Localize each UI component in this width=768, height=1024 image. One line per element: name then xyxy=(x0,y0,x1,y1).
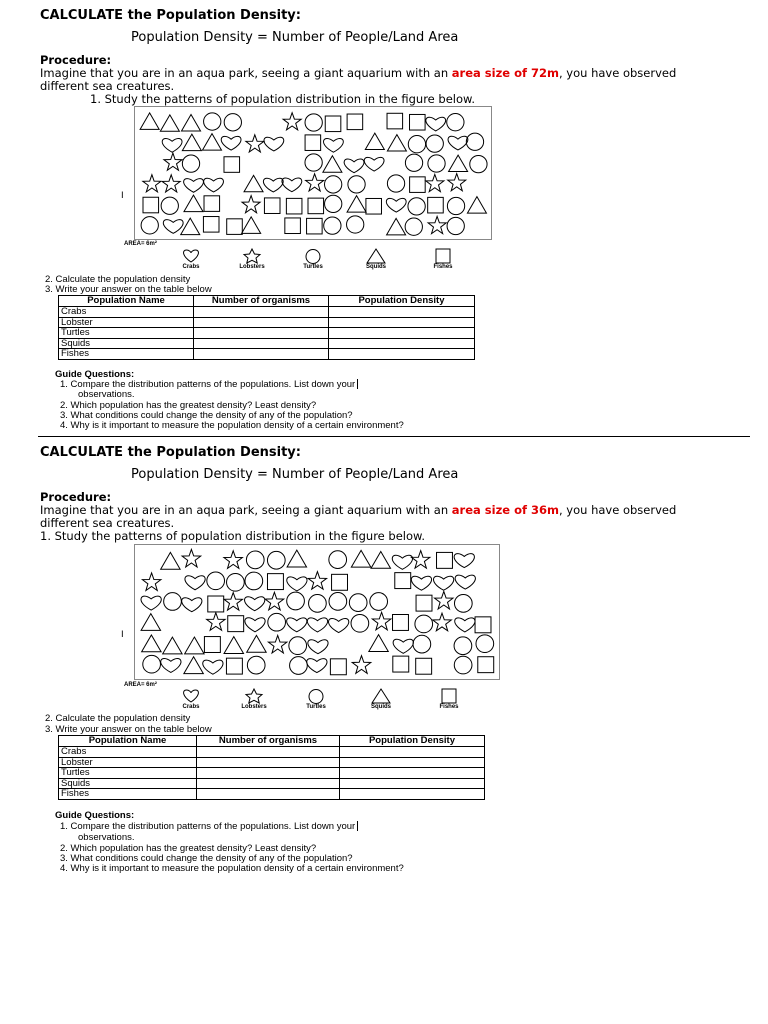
answer-cell[interactable] xyxy=(194,349,329,360)
formula: Population Density = Number of People/Land Area xyxy=(131,467,459,482)
turtle-circle-icon xyxy=(408,198,425,215)
crab-heart-icon xyxy=(329,619,349,633)
fish-square-icon xyxy=(224,157,240,173)
crab-heart-icon xyxy=(245,597,265,611)
squid-triangle-icon xyxy=(182,115,201,131)
crab-heart-icon xyxy=(203,660,223,674)
lobster-star-icon xyxy=(241,248,263,264)
turtle-circle-icon xyxy=(413,635,431,653)
lobster-star-icon xyxy=(283,113,301,130)
turtle-circle-icon xyxy=(204,113,221,130)
fish-square-icon xyxy=(366,198,382,214)
crab-heart-icon xyxy=(448,136,468,150)
procedure-label: Procedure: xyxy=(40,490,112,504)
intro-line-2: different sea creatures. xyxy=(40,516,175,530)
answer-cell[interactable] xyxy=(340,789,485,800)
question-1: 1. Compare the distribution patterns of the populations. List down your xyxy=(60,379,358,390)
crab-heart-icon xyxy=(221,136,241,150)
squid-triangle-icon xyxy=(182,134,201,150)
crab-heart-icon xyxy=(282,178,302,192)
turtle-circle-icon xyxy=(305,114,322,131)
row-label: Turtles xyxy=(59,328,194,339)
crab-heart-icon xyxy=(308,640,328,654)
fish-square-icon xyxy=(478,657,494,673)
fish-square-icon xyxy=(204,196,220,212)
table-row xyxy=(59,757,485,768)
squid-triangle-icon xyxy=(202,134,221,150)
turtle-circle-icon xyxy=(348,176,365,193)
squid-triangle-icon xyxy=(387,218,406,234)
table-row xyxy=(59,338,475,349)
turtle-circle-icon xyxy=(405,218,422,235)
lobster-star-icon xyxy=(372,612,391,630)
squid-triangle-icon xyxy=(323,156,342,172)
row-label: Squids xyxy=(59,338,194,349)
turtle-circle-icon xyxy=(325,176,342,193)
table-row xyxy=(59,768,485,779)
fish-square-icon xyxy=(332,574,348,590)
lobster-star-icon xyxy=(411,551,430,569)
turtle-circle-icon xyxy=(324,217,341,234)
answer-cell[interactable] xyxy=(340,778,485,789)
question-2: 2. Which population has the greatest density? Least density? xyxy=(60,400,317,411)
answer-cell[interactable] xyxy=(329,328,475,339)
answer-cell[interactable] xyxy=(194,338,329,349)
fish-square-icon xyxy=(410,177,426,193)
squid-triangle-icon xyxy=(371,551,390,568)
crab-heart-icon xyxy=(454,554,474,568)
squid-triangle-icon xyxy=(369,635,388,652)
fish-square-icon xyxy=(143,197,159,213)
fish-square-icon xyxy=(437,552,453,568)
lobster-star-icon xyxy=(306,174,324,191)
turtle-circle-icon xyxy=(454,637,472,655)
header-population-name: Population Name xyxy=(59,736,197,747)
fish-square-icon xyxy=(387,113,403,129)
step-3: 3. Write your answer on the table below xyxy=(45,724,212,735)
crab-heart-icon xyxy=(392,555,412,569)
fish-square-icon xyxy=(432,248,454,264)
lobster-star-icon xyxy=(308,572,327,590)
crab-heart-icon xyxy=(245,618,265,632)
answer-cell[interactable] xyxy=(194,317,329,328)
turtle-circle-icon xyxy=(143,655,161,673)
answer-cell[interactable] xyxy=(329,307,475,318)
answer-cell[interactable] xyxy=(197,768,340,779)
crab-heart-icon xyxy=(455,575,475,589)
answer-cell[interactable] xyxy=(197,757,340,768)
guide-questions-label: Guide Questions: xyxy=(55,810,135,821)
turtle-circle-icon xyxy=(408,136,425,153)
procedure-label: Procedure: xyxy=(40,53,112,67)
squid-triangle-icon xyxy=(185,637,204,654)
turtle-circle-icon xyxy=(470,156,487,173)
turtle-circle-icon xyxy=(224,114,241,131)
fish-square-icon xyxy=(307,218,323,234)
turtle-circle-icon xyxy=(245,572,263,590)
turtle-circle-icon xyxy=(305,154,322,171)
squid-triangle-icon xyxy=(244,175,263,191)
fish-square-icon xyxy=(393,656,409,672)
legend-fishes: Fishes xyxy=(429,688,469,710)
crab-heart-icon xyxy=(264,137,284,151)
fish-square-icon xyxy=(330,659,346,675)
fish-square-icon xyxy=(204,637,220,653)
legend-squids: Squids xyxy=(356,248,396,270)
legend-lobsters: Lobsters xyxy=(234,688,274,710)
squid-triangle-icon xyxy=(140,113,159,129)
squid-triangle-icon xyxy=(184,657,203,674)
question-4: 4. Why is it important to measure the population density of a certain environment? xyxy=(60,863,404,874)
table-header-row xyxy=(59,736,485,747)
lobster-star-icon xyxy=(182,549,201,567)
legend-turtles: Turtles xyxy=(296,688,336,710)
fish-square-icon xyxy=(203,217,219,233)
table-row xyxy=(59,747,485,758)
fish-square-icon xyxy=(347,114,363,130)
crab-heart-icon xyxy=(411,576,431,590)
row-label: Fishes xyxy=(59,349,194,360)
margin-mark: I xyxy=(121,190,124,201)
area-label: AREA= 6m² xyxy=(124,241,157,247)
step-2: 2. Calculate the population density xyxy=(45,713,191,724)
lobster-star-icon xyxy=(352,656,371,674)
squid-triangle-icon xyxy=(347,196,366,212)
fish-square-icon xyxy=(393,615,409,631)
turtle-circle-icon xyxy=(447,114,464,131)
turtle-circle-icon xyxy=(182,155,199,172)
squid-triangle-icon xyxy=(163,637,182,654)
lobster-star-icon xyxy=(448,174,466,191)
question-1: 1. Compare the distribution patterns of the populations. List down your xyxy=(60,821,358,832)
legend-crabs: Crabs xyxy=(171,688,211,710)
header-number-of-organisms: Number of organisms xyxy=(197,736,340,747)
turtle-circle-icon xyxy=(309,595,327,613)
fish-square-icon xyxy=(325,116,341,132)
crab-heart-icon xyxy=(180,688,202,704)
fish-square-icon xyxy=(226,658,242,674)
turtle-circle-icon xyxy=(267,551,285,569)
legend-squids: Squids xyxy=(361,688,401,710)
turtle-circle-icon xyxy=(428,155,445,172)
header-number-of-organisms: Number of organisms xyxy=(194,296,329,307)
crab-heart-icon xyxy=(455,618,475,632)
lobster-star-icon xyxy=(426,174,444,191)
population-figure xyxy=(134,106,492,240)
turtle-circle-icon xyxy=(387,175,404,192)
lobster-star-icon xyxy=(224,593,243,611)
squid-triangle-icon xyxy=(161,552,180,569)
turtle-circle-icon xyxy=(349,594,367,612)
turtle-circle-icon xyxy=(447,197,464,214)
fish-square-icon xyxy=(228,616,244,632)
crab-heart-icon xyxy=(434,576,454,590)
fish-square-icon xyxy=(285,218,301,234)
lobster-star-icon xyxy=(433,613,452,631)
question-2: 2. Which population has the greatest density? Least density? xyxy=(60,843,317,854)
squid-triangle-icon xyxy=(387,135,406,151)
fish-square-icon xyxy=(264,198,280,214)
crab-heart-icon xyxy=(307,659,327,673)
turtle-circle-icon xyxy=(454,595,472,613)
section-divider xyxy=(38,436,750,437)
step-2: 2. Calculate the population density xyxy=(45,274,191,285)
turtle-circle-icon xyxy=(351,614,369,632)
squid-triangle-icon xyxy=(142,635,161,652)
organism-scatter xyxy=(135,107,491,239)
legend-crabs: Crabs xyxy=(171,248,211,270)
row-label: Crabs xyxy=(59,307,194,318)
turtle-circle-icon xyxy=(405,154,422,171)
fish-square-icon xyxy=(475,617,491,633)
turtle-circle-icon xyxy=(466,133,483,150)
turtle-circle-icon xyxy=(370,593,388,611)
area-label: AREA= 6m² xyxy=(124,682,157,688)
row-label: Fishes xyxy=(59,789,197,800)
fish-square-icon xyxy=(305,135,321,151)
guide-questions-label: Guide Questions: xyxy=(55,369,135,380)
turtle-circle-icon xyxy=(454,656,472,674)
fish-square-icon xyxy=(428,197,444,213)
turtle-circle-icon xyxy=(305,688,327,704)
crab-heart-icon xyxy=(287,618,307,632)
row-label: Turtles xyxy=(59,768,197,779)
step-1: 1. Study the patterns of population distribution in the figure below. xyxy=(40,529,426,543)
turtle-circle-icon xyxy=(329,593,347,611)
squid-triangle-icon xyxy=(247,635,266,652)
fish-square-icon xyxy=(227,219,243,235)
crab-heart-icon xyxy=(163,220,183,234)
crab-heart-icon xyxy=(307,618,327,632)
turtle-circle-icon xyxy=(289,637,307,655)
row-label: Crabs xyxy=(59,747,197,758)
crab-heart-icon xyxy=(386,198,406,212)
intro-line-1: Imagine that you are in an aqua park, seeing a giant aquarium with an area size of 36m, you have observed xyxy=(40,503,677,517)
crab-heart-icon xyxy=(141,596,161,610)
answer-cell[interactable] xyxy=(197,789,340,800)
row-label: Lobster xyxy=(59,757,197,768)
squid-triangle-icon xyxy=(184,195,203,211)
turtle-circle-icon xyxy=(141,217,158,234)
fish-square-icon xyxy=(395,573,411,589)
header-population-density: Population Density xyxy=(329,296,475,307)
lobster-star-icon xyxy=(207,613,226,631)
turtle-circle-icon xyxy=(268,613,286,631)
margin-mark: I xyxy=(121,629,124,640)
formula: Population Density = Number of People/Land Area xyxy=(131,30,459,45)
crab-heart-icon xyxy=(162,138,182,152)
lobster-star-icon xyxy=(242,196,260,213)
density-table xyxy=(58,735,485,800)
fish-square-icon xyxy=(208,596,224,612)
crab-heart-icon xyxy=(182,598,202,612)
fish-square-icon xyxy=(267,574,283,590)
fish-square-icon xyxy=(410,114,426,130)
organism-scatter xyxy=(135,545,499,679)
crab-heart-icon xyxy=(287,577,307,591)
question-3: 3. What conditions could change the density of any of the population? xyxy=(60,410,353,421)
area-highlight: area size of 72m xyxy=(451,66,559,80)
turtle-circle-icon xyxy=(227,573,245,591)
turtle-circle-icon xyxy=(476,635,494,653)
text-cursor xyxy=(357,379,358,389)
crab-heart-icon xyxy=(364,157,384,171)
legend-lobsters: Lobsters xyxy=(232,248,272,270)
crab-heart-icon xyxy=(180,248,202,264)
answer-cell[interactable] xyxy=(329,338,475,349)
lobster-star-icon xyxy=(268,635,287,653)
turtle-circle-icon xyxy=(246,551,264,569)
squid-triangle-icon xyxy=(141,614,160,631)
squid-triangle-icon xyxy=(365,248,387,264)
crab-heart-icon xyxy=(324,138,344,152)
table-row xyxy=(59,789,485,800)
crab-heart-icon xyxy=(184,179,204,193)
turtle-circle-icon xyxy=(287,592,305,610)
crab-heart-icon xyxy=(204,178,224,192)
turtle-circle-icon xyxy=(161,197,178,214)
turtle-circle-icon xyxy=(426,135,443,152)
lobster-star-icon xyxy=(246,135,264,152)
squid-triangle-icon xyxy=(365,133,384,149)
section-title: CALCULATE the Population Density: xyxy=(40,8,301,23)
answer-cell[interactable] xyxy=(340,757,485,768)
turtle-circle-icon xyxy=(207,572,225,590)
population-figure xyxy=(134,544,500,680)
turtle-circle-icon xyxy=(447,217,464,234)
lobster-star-icon xyxy=(164,153,182,170)
question-4: 4. Why is it important to measure the population density of a certain environment? xyxy=(60,420,404,431)
fish-square-icon xyxy=(286,198,302,214)
question-1-cont: observations. xyxy=(78,832,135,843)
answer-cell[interactable] xyxy=(197,747,340,758)
intro-line-2: different sea creatures. xyxy=(40,79,175,93)
turtle-circle-icon xyxy=(347,216,364,233)
squid-triangle-icon xyxy=(370,688,392,704)
squid-triangle-icon xyxy=(224,637,243,654)
lobster-star-icon xyxy=(142,573,161,591)
turtle-circle-icon xyxy=(325,195,342,212)
table-row xyxy=(59,317,475,328)
lobster-star-icon xyxy=(265,592,284,610)
crab-heart-icon xyxy=(426,117,446,131)
turtle-circle-icon xyxy=(329,551,347,569)
table-row xyxy=(59,778,485,789)
legend-fishes: Fishes xyxy=(423,248,463,270)
lobster-star-icon xyxy=(243,688,265,704)
header-population-name: Population Name xyxy=(59,296,194,307)
squid-triangle-icon xyxy=(242,217,261,233)
text-cursor xyxy=(357,821,358,831)
table-row xyxy=(59,328,475,339)
crab-heart-icon xyxy=(393,639,413,653)
row-label: Squids xyxy=(59,778,197,789)
lobster-star-icon xyxy=(162,175,180,192)
header-population-density: Population Density xyxy=(340,736,485,747)
row-label: Lobster xyxy=(59,317,194,328)
answer-cell[interactable] xyxy=(340,747,485,758)
crab-heart-icon xyxy=(161,658,181,672)
lobster-star-icon xyxy=(428,216,446,233)
fish-square-icon xyxy=(438,688,460,704)
fish-square-icon xyxy=(308,198,324,214)
crab-heart-icon xyxy=(344,159,364,173)
squid-triangle-icon xyxy=(467,197,486,213)
turtle-circle-icon xyxy=(164,593,182,611)
answer-cell[interactable] xyxy=(329,317,475,328)
density-table xyxy=(58,295,475,360)
section-title: CALCULATE the Population Density: xyxy=(40,445,301,460)
turtle-circle-icon xyxy=(302,248,324,264)
question-1-cont: observations. xyxy=(78,389,135,400)
answer-cell[interactable] xyxy=(197,778,340,789)
turtle-circle-icon xyxy=(290,657,308,675)
turtle-circle-icon xyxy=(247,656,265,674)
lobster-star-icon xyxy=(143,175,161,192)
fish-square-icon xyxy=(416,595,432,611)
lobster-star-icon xyxy=(435,591,454,609)
answer-cell[interactable] xyxy=(340,768,485,779)
crab-heart-icon xyxy=(185,576,205,590)
squid-triangle-icon xyxy=(287,550,306,567)
step-3: 3. Write your answer on the table below xyxy=(45,284,212,295)
fish-square-icon xyxy=(416,658,432,674)
question-3: 3. What conditions could change the density of any of the population? xyxy=(60,853,353,864)
lobster-star-icon xyxy=(224,551,243,569)
squid-triangle-icon xyxy=(181,218,200,234)
squid-triangle-icon xyxy=(160,115,179,131)
table-row xyxy=(59,307,475,318)
squid-triangle-icon xyxy=(351,550,370,567)
turtle-circle-icon xyxy=(415,615,433,633)
table-row xyxy=(59,349,475,360)
answer-cell[interactable] xyxy=(194,307,329,318)
crab-heart-icon xyxy=(263,178,283,192)
answer-cell[interactable] xyxy=(194,328,329,339)
intro-line-1: Imagine that you are in an aqua park, seeing a giant aquarium with an area size of 72m, you have observed xyxy=(40,66,677,80)
table-header-row xyxy=(59,296,475,307)
area-highlight: area size of 36m xyxy=(451,503,559,517)
answer-cell[interactable] xyxy=(329,349,475,360)
step-1: 1. Study the patterns of population distribution in the figure below. xyxy=(90,92,476,106)
legend-turtles: Turtles xyxy=(293,248,333,270)
squid-triangle-icon xyxy=(449,155,468,171)
